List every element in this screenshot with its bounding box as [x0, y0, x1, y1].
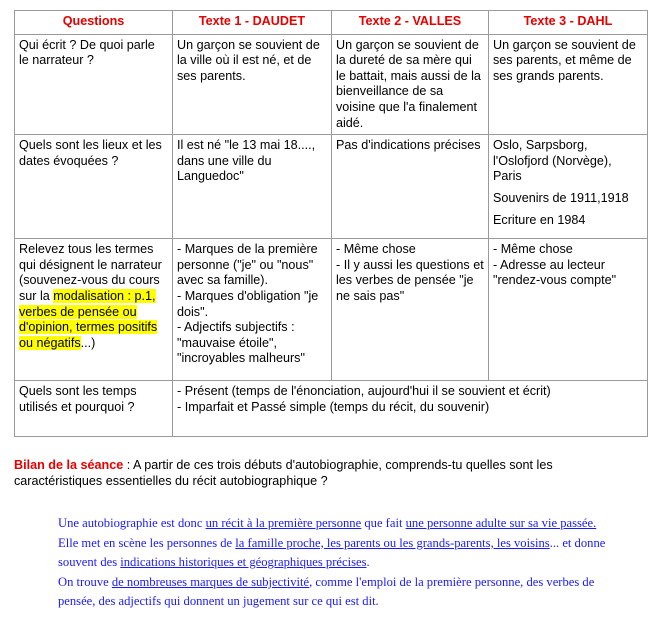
valles-item: - Il y aussi les questions et les verbes de pensée "je ne sais pas" [336, 257, 484, 303]
valles-cell [332, 239, 489, 381]
dahl-item: - Adresse au lecteur "rendez-vous compte" [493, 257, 617, 288]
summary-line [58, 514, 648, 534]
tense-item: - Présent (temps de l'énonciation, aujourd'hui il se souvient et écrit) [177, 384, 551, 399]
table-row [15, 239, 648, 381]
dahl-dates: Souvenirs de 1911,1918 [493, 190, 629, 205]
header-texte-1: Texte 1 - DAUDET [173, 11, 332, 35]
valles-cell: Un garçon se souvient de la dureté de sa mère qui le battait, mais aussi de la bienveillance de sa voisine que l'a finalement aidé. [332, 34, 489, 135]
bilan-paragraph [14, 457, 634, 489]
dahl-cell [489, 239, 648, 381]
underlined-text: une personne adulte sur sa vie passée. [405, 516, 597, 530]
summary-line: pensée, des adjectifs qui donnent un jugement sur ce qui est dit. [58, 594, 379, 609]
question-cell: Quels sont les temps utilisés et pourquoi ? [15, 381, 173, 437]
question-cell: Quels sont les lieux et les dates évoquées ? [15, 135, 173, 239]
dahl-cell [489, 135, 648, 239]
underlined-text: un récit à la première personne [205, 516, 362, 530]
question-cell: Qui écrit ? De quoi parle le narrateur ? [15, 34, 173, 135]
dahl-writing-date: Ecriture en 1984 [493, 212, 586, 227]
bilan-label: Bilan de la séance [14, 458, 124, 472]
summary-text: Elle met en scène les personnes de [58, 535, 236, 550]
question-intro: Relevez tous les termes qui désignent le narrateur (souvenez-vous du cours sur la [19, 242, 162, 303]
bilan-text: : A partir de ces trois débuts d'autobiographie, comprends-tu quelles sont les caractéristiques essentielles du récit autobiographique ? [14, 458, 553, 488]
header-texte-2: Texte 2 - VALLES [332, 11, 489, 35]
valles-cell: Pas d'indications précises [332, 135, 489, 239]
header-questions: Questions [15, 11, 173, 35]
dahl-places: Oslo, Sarpsborg, l'Oslofjord (Norvège), Paris [493, 138, 612, 184]
tenses-answer-cell [173, 381, 648, 437]
header-texte-3: Texte 3 - DAHL [489, 11, 648, 35]
tense-item: - Imparfait et Passé simple (temps du récit, du souvenir) [177, 399, 490, 414]
table-row [15, 34, 648, 135]
daudet-cell: Il est né "le 13 mai 18...., dans une ville du Languedoc" [173, 135, 332, 239]
dahl-item: - Même chose [493, 242, 573, 257]
summary-text: que fait [361, 516, 406, 530]
summary-paragraph [58, 514, 648, 612]
summary-text: Une autobiographie est donc [58, 516, 206, 530]
summary-line [58, 573, 648, 593]
summary-line [58, 534, 648, 554]
question-end: ...) [80, 335, 96, 350]
summary-text: On trouve [58, 574, 112, 589]
table-row [15, 135, 648, 239]
underlined-text: indications historiques et géographiques précises [120, 555, 367, 570]
table-header-row [15, 11, 648, 35]
table-row [15, 381, 648, 437]
question-cell [15, 239, 173, 381]
daudet-item: - Adjectifs subjectifs : "mauvaise étoile", "incroyables malheurs" [177, 320, 305, 366]
summary-line [58, 553, 648, 573]
summary-text: , comme l'emploi de la première personne, des verbes de [309, 574, 595, 589]
underlined-text: de nombreuses marques de subjectivité [111, 574, 310, 589]
highlighted-text: modalisation : p.1, verbes de pensée ou d'opinion, termes positifs ou négatifs [19, 288, 158, 350]
dahl-cell: Un garçon se souvient de ses parents, et même de ses grands parents. [489, 34, 648, 135]
daudet-cell: Un garçon se souvient de la ville où il est né, et de ses parents. [173, 34, 332, 135]
summary-text: souvent des [58, 555, 121, 570]
underlined-text: la famille proche, les parents ou les grands-parents, les voisins [235, 535, 550, 550]
summary-text: . [366, 555, 370, 570]
daudet-cell [173, 239, 332, 381]
summary-text: ... et donne [549, 535, 606, 550]
daudet-item: - Marques de la première personne ("je" ou "nous" avec sa famille). [177, 242, 318, 288]
daudet-item: - Marques d'obligation "je dois". [177, 288, 319, 319]
comparison-table [14, 10, 648, 437]
valles-item: - Même chose [336, 242, 416, 257]
